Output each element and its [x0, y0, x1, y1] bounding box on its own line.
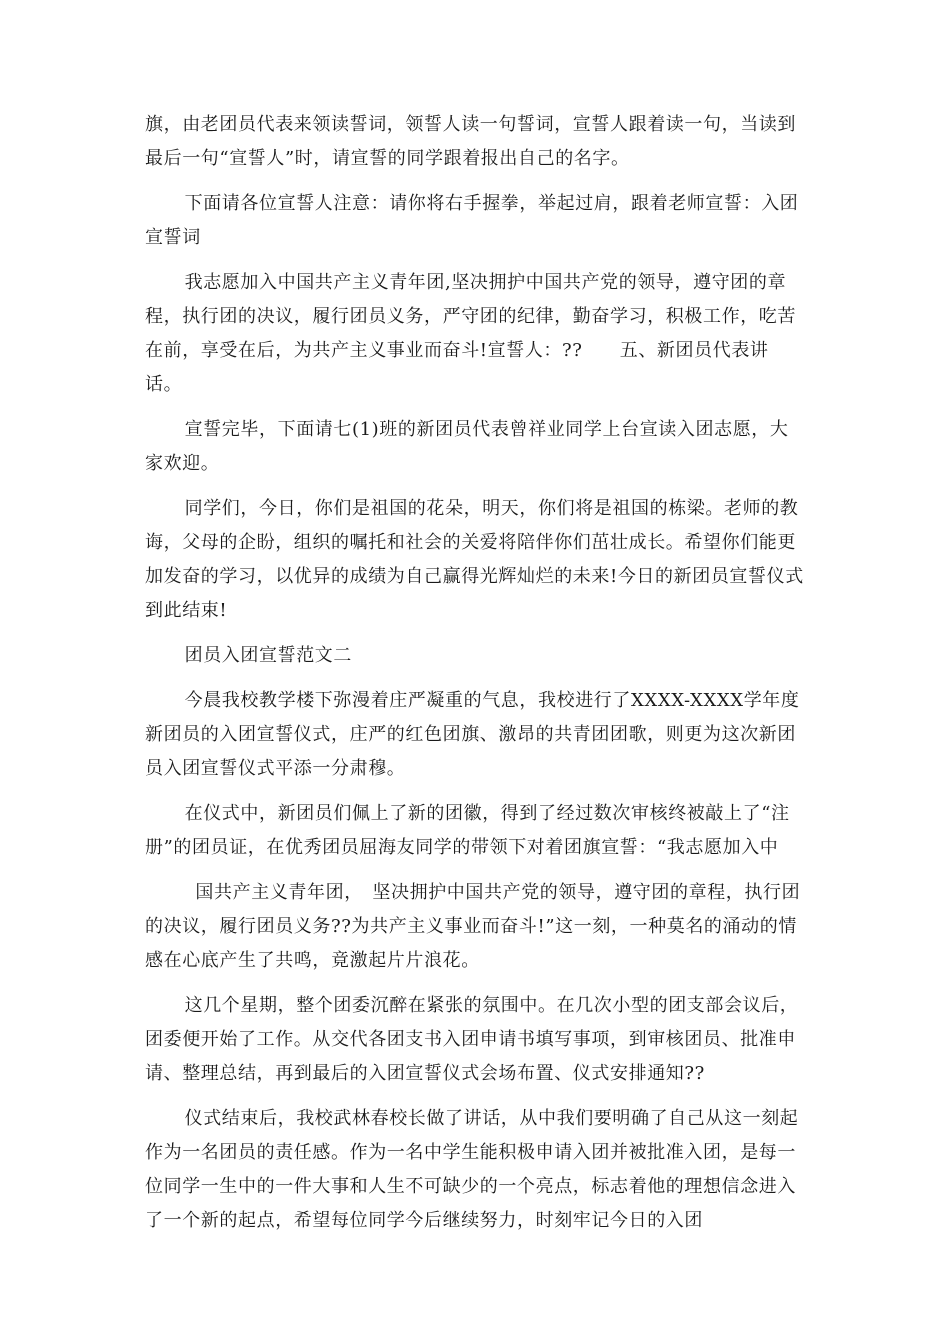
document-body	[145, 108, 805, 1249]
paragraph-oath-text: 我志愿加入中国共产主义青年团,坚决拥护中国共产党的领导，遵守团的章程，执行团的决议，履行团员义务，严守团的纪律，勤奋学习，积极工作，吃苦在前，享受在后，为共产主义事业而奋斗!宣誓人：?? 五、新团员代表讲话。	[145, 272, 796, 395]
paragraph-oath-reading: 旗，由老团员代表来领读誓词，领誓人读一句誓词，宣誓人跟着读一句，当读到最后一句“宣誓人”时，请宣誓的同学跟着报出自己的名字。	[145, 114, 796, 169]
paragraph-committee-work: 这几个星期，整个团委沉醉在紧张的氛围中。在几次小型的团支部会议后，团委便开始了工作。从交代各团支书入团申请书填写事项，到审核团员、批准申请、整理总结，再到最后的入团宣誓仪式会场布置、仪式安排通知??	[145, 995, 799, 1084]
paragraph-closing-remarks: 同学们，今日，你们是祖国的花朵，明天，你们将是祖国的栋梁。老师的教诲，父母的企盼，组织的嘱托和社会的关爱将陪伴你们茁壮成长。希望你们能更加发奋的学习，以优异的成绩为自己赢得光辉灿烂的未来!今日的新团员宣誓仪式到此结束!	[145, 498, 804, 621]
paragraph-representative-speech: 宣誓完毕，下面请七(1)班的新团员代表曾祥业同学上台宣读入团志愿，大家欢迎。	[145, 419, 789, 474]
paragraph-oath-quote: 国共产主义青年团， 坚决拥护中国共产党的领导，遵守团的章程，执行团的决议，履行团员义务??为共产主义事业而奋斗!”这一刻，一种莫名的涌动的情感在心底产生了共鸣，竟激起片片浪花。	[145, 882, 801, 971]
paragraph-oath-instruction: 下面请各位宣誓人注意：请你将右手握拳，举起过肩，跟着老师宣誓：入团宣誓词	[145, 193, 799, 248]
section-heading-sample-two: 团员入团宣誓范文二	[184, 645, 352, 666]
paragraph-principal-speech: 仪式结束后，我校武林春校长做了讲话，从中我们要明确了自己从这一刻起作为一名团员的责任感。作为一名中学生能积极申请入团并被批准入团，是每一位同学一生中的一件大事和人生不可缺少的一个亮点，标志着他的理想信念进入了一个新的起点，希望每位同学今后继续努力，时刻牢记今日的入团	[145, 1108, 799, 1231]
paragraph-ceremony-intro: 今晨我校教学楼下弥漫着庄严凝重的气息，我校进行了XXXX-XXXX学年度新团员的入团宣誓仪式，庄严的红色团旗、激昂的共青团团歌，则更为这次新团员入团宣誓仪式平添一分肃穆。	[145, 690, 800, 779]
paragraph-ceremony-badges: 在仪式中，新团员们佩上了新的团徽，得到了经过数次审核终被敲上了“注册”的团员证，在优秀团员屈海友同学的带领下对着团旗宣誓：“我志愿加入中	[145, 803, 790, 858]
